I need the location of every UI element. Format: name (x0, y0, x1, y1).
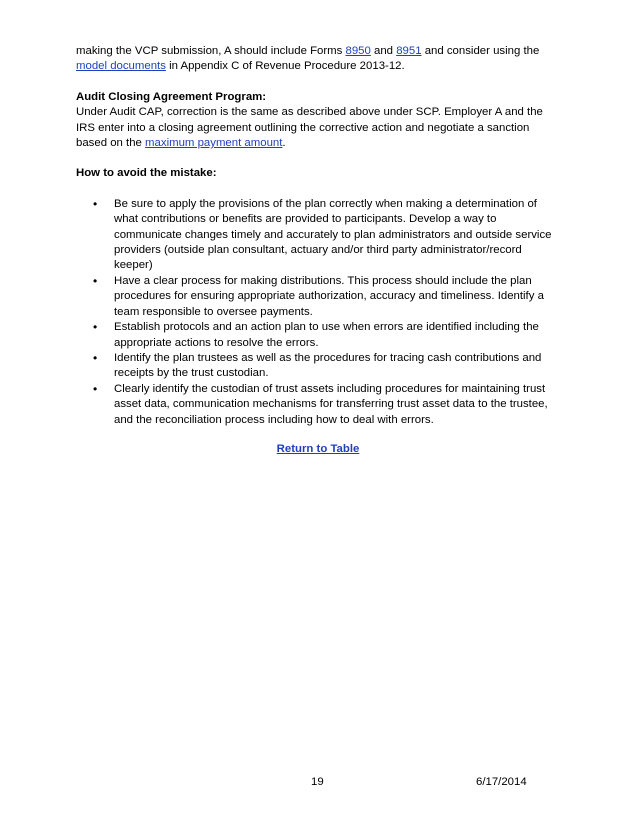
vcp-paragraph (76, 44, 560, 75)
list-item (76, 197, 560, 274)
list-item (76, 320, 560, 351)
vcp-text-4: in Appendix C of Revenue Procedure 2013-12. (165, 60, 405, 73)
return-to-table-paragraph (76, 442, 560, 457)
bullet-icon: • (93, 320, 98, 335)
list-item (76, 351, 560, 382)
footer-date: 6/17/2014 (476, 776, 527, 788)
list-item (76, 382, 560, 428)
avoid-bullet-list (76, 197, 560, 428)
list-item-text: Have a clear process for making distributions. This process should include the plan procedures for ensuring appropriate authorization, accuracy and timeliness. Identify a team responsible to oversee payments. (114, 274, 544, 318)
list-item-text: Establish protocols and an action plan to use when errors are identified including the appropriate actions to resolve the errors. (114, 321, 539, 349)
form-8950-link[interactable]: 8950 (345, 45, 371, 57)
how-to-avoid-heading: How to avoid the mistake: (76, 167, 217, 180)
audit-cap-text-end: . (282, 137, 286, 150)
maximum-payment-amount-link[interactable]: maximum payment amount (145, 137, 283, 150)
page-content (76, 44, 560, 457)
return-to-table-link[interactable]: Return to Table (276, 442, 360, 455)
list-item (76, 274, 560, 320)
audit-cap-paragraph (76, 105, 560, 151)
bullet-icon: • (93, 381, 98, 396)
list-item-text: Clearly identify the custodian of trust assets including procedures for maintaining trust asset data, communication mechanisms for transferring trust asset data to the trustee, and the reconciliation process including how to deal with errors. (114, 382, 548, 426)
form-8951-link[interactable]: 8951 (396, 45, 422, 57)
audit-cap-heading: Audit Closing Agreement Program: (76, 90, 267, 103)
list-item-text: Be sure to apply the provisions of the plan correctly when making a determination of what contributions or benefits are provided to participants. Develop a way to communicate changes timely and accurately to plan administrators and outside service providers (outside plan consultant, actuary and/or third party administrator/record keeper) (114, 197, 552, 272)
page-number: 19 (311, 776, 324, 788)
bullet-icon: • (93, 273, 98, 288)
model-documents-link[interactable]: model documents (76, 60, 166, 73)
bullet-icon: • (93, 196, 98, 211)
list-item-text: Identify the plan trustees as well as the procedures for tracing cash contributions and receipts by the trust custodian. (114, 351, 542, 380)
vcp-text-1: making the VCP submission, A should include Forms (76, 45, 346, 57)
audit-cap-text: Under Audit CAP, correction is the same as described above under SCP. Employer A and the IRS enter into a closing agreement outlining the corrective action and negotiate a sanction based on the (76, 106, 543, 150)
vcp-text-2: and (370, 45, 397, 57)
bullet-icon: • (93, 350, 98, 365)
vcp-text-3: and consider using the (421, 45, 540, 57)
